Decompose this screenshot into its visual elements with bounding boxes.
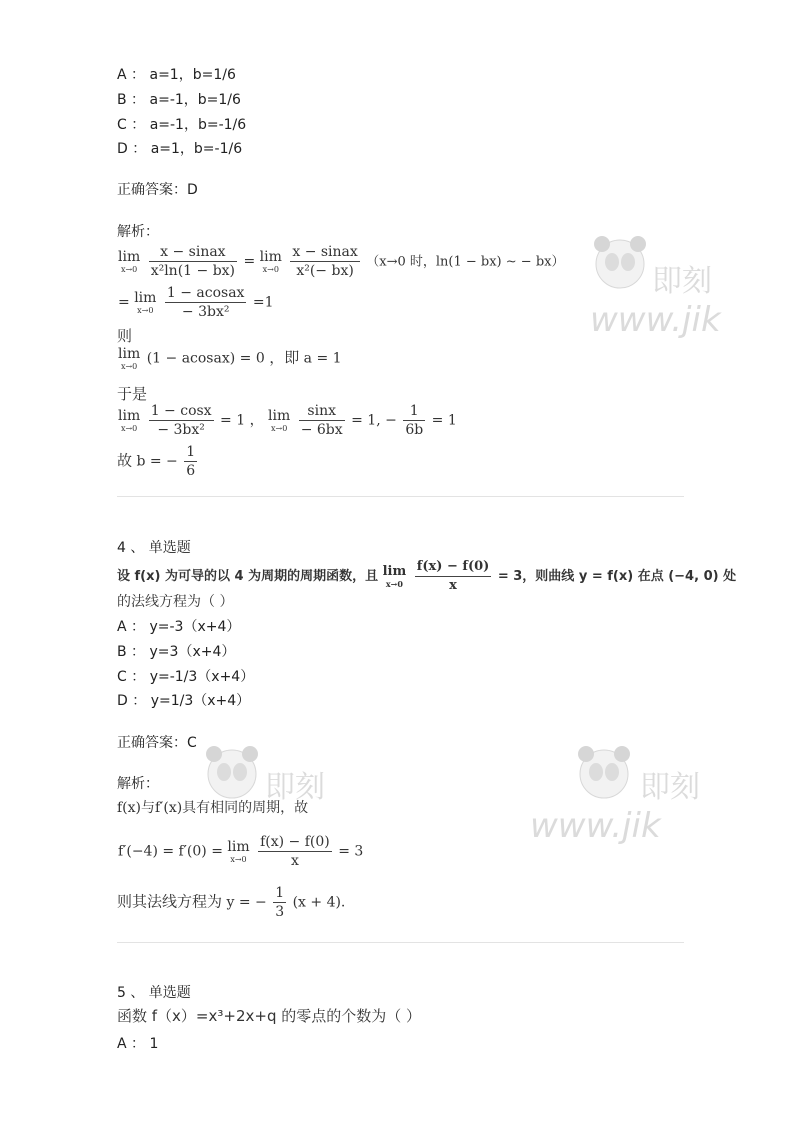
frac-denominator: x²(− bx) <box>296 263 354 279</box>
analysis-formula-2 <box>118 284 274 321</box>
frac-denominator: 6 <box>186 463 196 479</box>
comma: ， <box>249 412 264 429</box>
minus-sign: − <box>385 412 397 429</box>
normal-line-lhs: y = − <box>226 894 267 911</box>
correct-answer <box>117 732 197 752</box>
lim-symbol: lim <box>268 408 291 424</box>
option-a[interactable]: A ： y=-3（x+4） <box>117 619 241 635</box>
lim-subscript: x→0 <box>120 265 138 274</box>
option-key: A <box>117 67 127 83</box>
lim-symbol: lim <box>259 249 282 265</box>
watermark-url-text: www.jik <box>590 300 721 340</box>
question-stem-4-line2: 的法线方程为（ ） <box>117 594 234 610</box>
option-text: y=3（x+4） <box>149 644 236 660</box>
lim-symbol: lim <box>382 564 407 579</box>
analysis-formula-normal-line <box>117 884 345 921</box>
option-key: C <box>117 669 127 685</box>
question-header-5: 5 、 单选题 <box>117 985 191 1001</box>
text-ze: 则 <box>117 327 133 345</box>
question-divider <box>117 942 684 943</box>
option-b[interactable]: B ： a=-1，b=1/6 <box>117 92 241 108</box>
answer-label: 正确答案： <box>117 182 187 198</box>
equals-one: = 1 <box>220 412 246 429</box>
analysis-label: 解析： <box>117 224 159 240</box>
frac-numerator: 1 <box>186 444 196 460</box>
analysis-formula-1 <box>118 243 564 280</box>
frac-numerator: 1 − acosax <box>166 285 245 301</box>
text-gu: 故 <box>117 451 133 470</box>
derivative-lhs: f′(−4) = f′(0) = <box>118 843 223 860</box>
equals-one: = 1 <box>431 412 457 429</box>
question-stem-5: 函数 f（x）=x³+2x+q 的零点的个数为（ ） <box>117 1007 422 1025</box>
normal-line-rhs: (x + 4). <box>292 894 346 911</box>
watermark-url-text: www.jik <box>530 806 661 846</box>
watermark-panda-icon <box>572 740 636 804</box>
frac-denominator: x²ln(1 − bx) <box>150 263 236 279</box>
frac-numerator: f(x) − f(0) <box>415 558 492 577</box>
normal-line-text: 则其法线方程为 <box>117 892 223 911</box>
lim-symbol: lim <box>118 408 141 424</box>
lim-subscript: x→0 <box>120 424 138 433</box>
frac-denominator: − 3bx² <box>157 422 205 438</box>
frac-denominator: x <box>290 853 299 869</box>
lim-subscript: x→0 <box>262 265 279 274</box>
answer-value: D <box>187 182 198 198</box>
lim-subscript: x→0 <box>120 362 138 371</box>
correct-answer <box>117 179 198 199</box>
frac-numerator: 1 − cosx <box>150 403 212 419</box>
option-b[interactable]: B ： y=3（x+4） <box>117 644 236 660</box>
option-text: a=-1，b=1/6 <box>149 92 241 108</box>
frac-numerator: x − sinax <box>149 243 237 262</box>
answer-value: C <box>187 735 197 751</box>
lim-symbol: lim <box>134 290 157 306</box>
lim-symbol: lim <box>118 249 141 265</box>
option-key: D <box>117 141 128 157</box>
watermark-brand-text: 即刻 <box>640 770 700 805</box>
frac-numerator: 1 <box>275 885 285 901</box>
equals-one: = 1, <box>351 412 381 429</box>
watermark-panda-icon <box>200 740 264 804</box>
option-key: B <box>117 644 127 660</box>
option-key: C <box>117 117 127 133</box>
derivative-rhs: = 3 <box>338 843 364 860</box>
stem-text: 设 f(x) 为可导的以 4 为周期的周期函数，且 <box>117 569 379 584</box>
option-text: a=1，b=1/6 <box>149 67 236 83</box>
analysis-formula-3 <box>118 346 342 371</box>
option-key: D <box>117 693 128 709</box>
lim-subscript: x→0 <box>385 579 403 589</box>
frac-denominator: x <box>449 578 457 593</box>
text-yushi: 于是 <box>117 385 148 403</box>
option-d[interactable]: D ： a=1，b=-1/6 <box>117 141 243 157</box>
lim-subscript: x→0 <box>270 424 288 433</box>
watermark-panda-icon <box>588 230 652 294</box>
limit-expression: (1 − acosax) = 0 <box>146 350 265 367</box>
option-c[interactable]: C ： y=-1/3（x+4） <box>117 669 255 685</box>
equals-one: =1 <box>252 294 274 311</box>
frac-denominator: 3 <box>275 904 285 920</box>
analysis-label: 解析： <box>117 776 159 792</box>
option-text: y=-3（x+4） <box>149 619 241 635</box>
equivalence-note: （x→0 时，ln(1 − bx) ∼ − bx） <box>366 254 565 270</box>
text-ji: ，即 <box>269 348 300 367</box>
watermark-brand-text: 即刻 <box>265 770 325 805</box>
frac-numerator: x − sinax <box>292 244 358 260</box>
option-text: a=-1，b=-1/6 <box>149 117 247 133</box>
option-d[interactable]: D ： y=1/3（x+4） <box>117 693 251 709</box>
question-header-4: 4 、 单选题 <box>117 540 191 556</box>
analysis-formula-4 <box>118 402 457 439</box>
question-divider <box>117 496 684 497</box>
option-key: A <box>117 1036 127 1052</box>
watermark-brand-text: 即刻 <box>652 264 712 299</box>
option-text: y=-1/3（x+4） <box>149 669 255 685</box>
analysis-formula-derivative <box>118 833 363 870</box>
result-b-lhs: b = − <box>136 453 178 470</box>
option-text: y=1/3（x+4） <box>150 693 251 709</box>
equals: = <box>243 253 256 270</box>
option-c[interactable]: C ： a=-1，b=-1/6 <box>117 117 247 133</box>
frac-denominator: − 3bx² <box>181 304 230 320</box>
option-a[interactable]: A ： 1 <box>117 1036 159 1052</box>
result-a: a = 1 <box>303 350 342 367</box>
option-text: a=1，b=-1/6 <box>150 141 243 157</box>
question-stem-4 <box>117 558 736 595</box>
frac-numerator: f(x) − f(0) <box>260 834 330 850</box>
analysis-formula-5 <box>117 443 199 480</box>
stem-text: = 3，则曲线 y = f(x) 在点 (−4, 0) 处 <box>497 569 737 584</box>
frac-denominator: − 6bx <box>300 422 343 438</box>
answer-label: 正确答案： <box>117 735 187 751</box>
frac-numerator: 1 <box>403 402 425 421</box>
option-key: A <box>117 619 127 635</box>
lim-subscript: x→0 <box>230 855 247 864</box>
frac-numerator: sinx <box>299 402 345 421</box>
lim-symbol: lim <box>227 839 250 855</box>
lim-subscript: x→0 <box>137 306 154 315</box>
frac-denominator: 6b <box>405 422 424 438</box>
lim-symbol: lim <box>118 346 141 362</box>
equals: = <box>118 294 130 311</box>
analysis-text-period: f(x)与f′(x)具有相同的周期，故 <box>117 800 309 816</box>
option-text: 1 <box>149 1036 159 1052</box>
option-a[interactable]: A ： a=1，b=1/6 <box>117 67 236 83</box>
option-key: B <box>117 92 127 108</box>
